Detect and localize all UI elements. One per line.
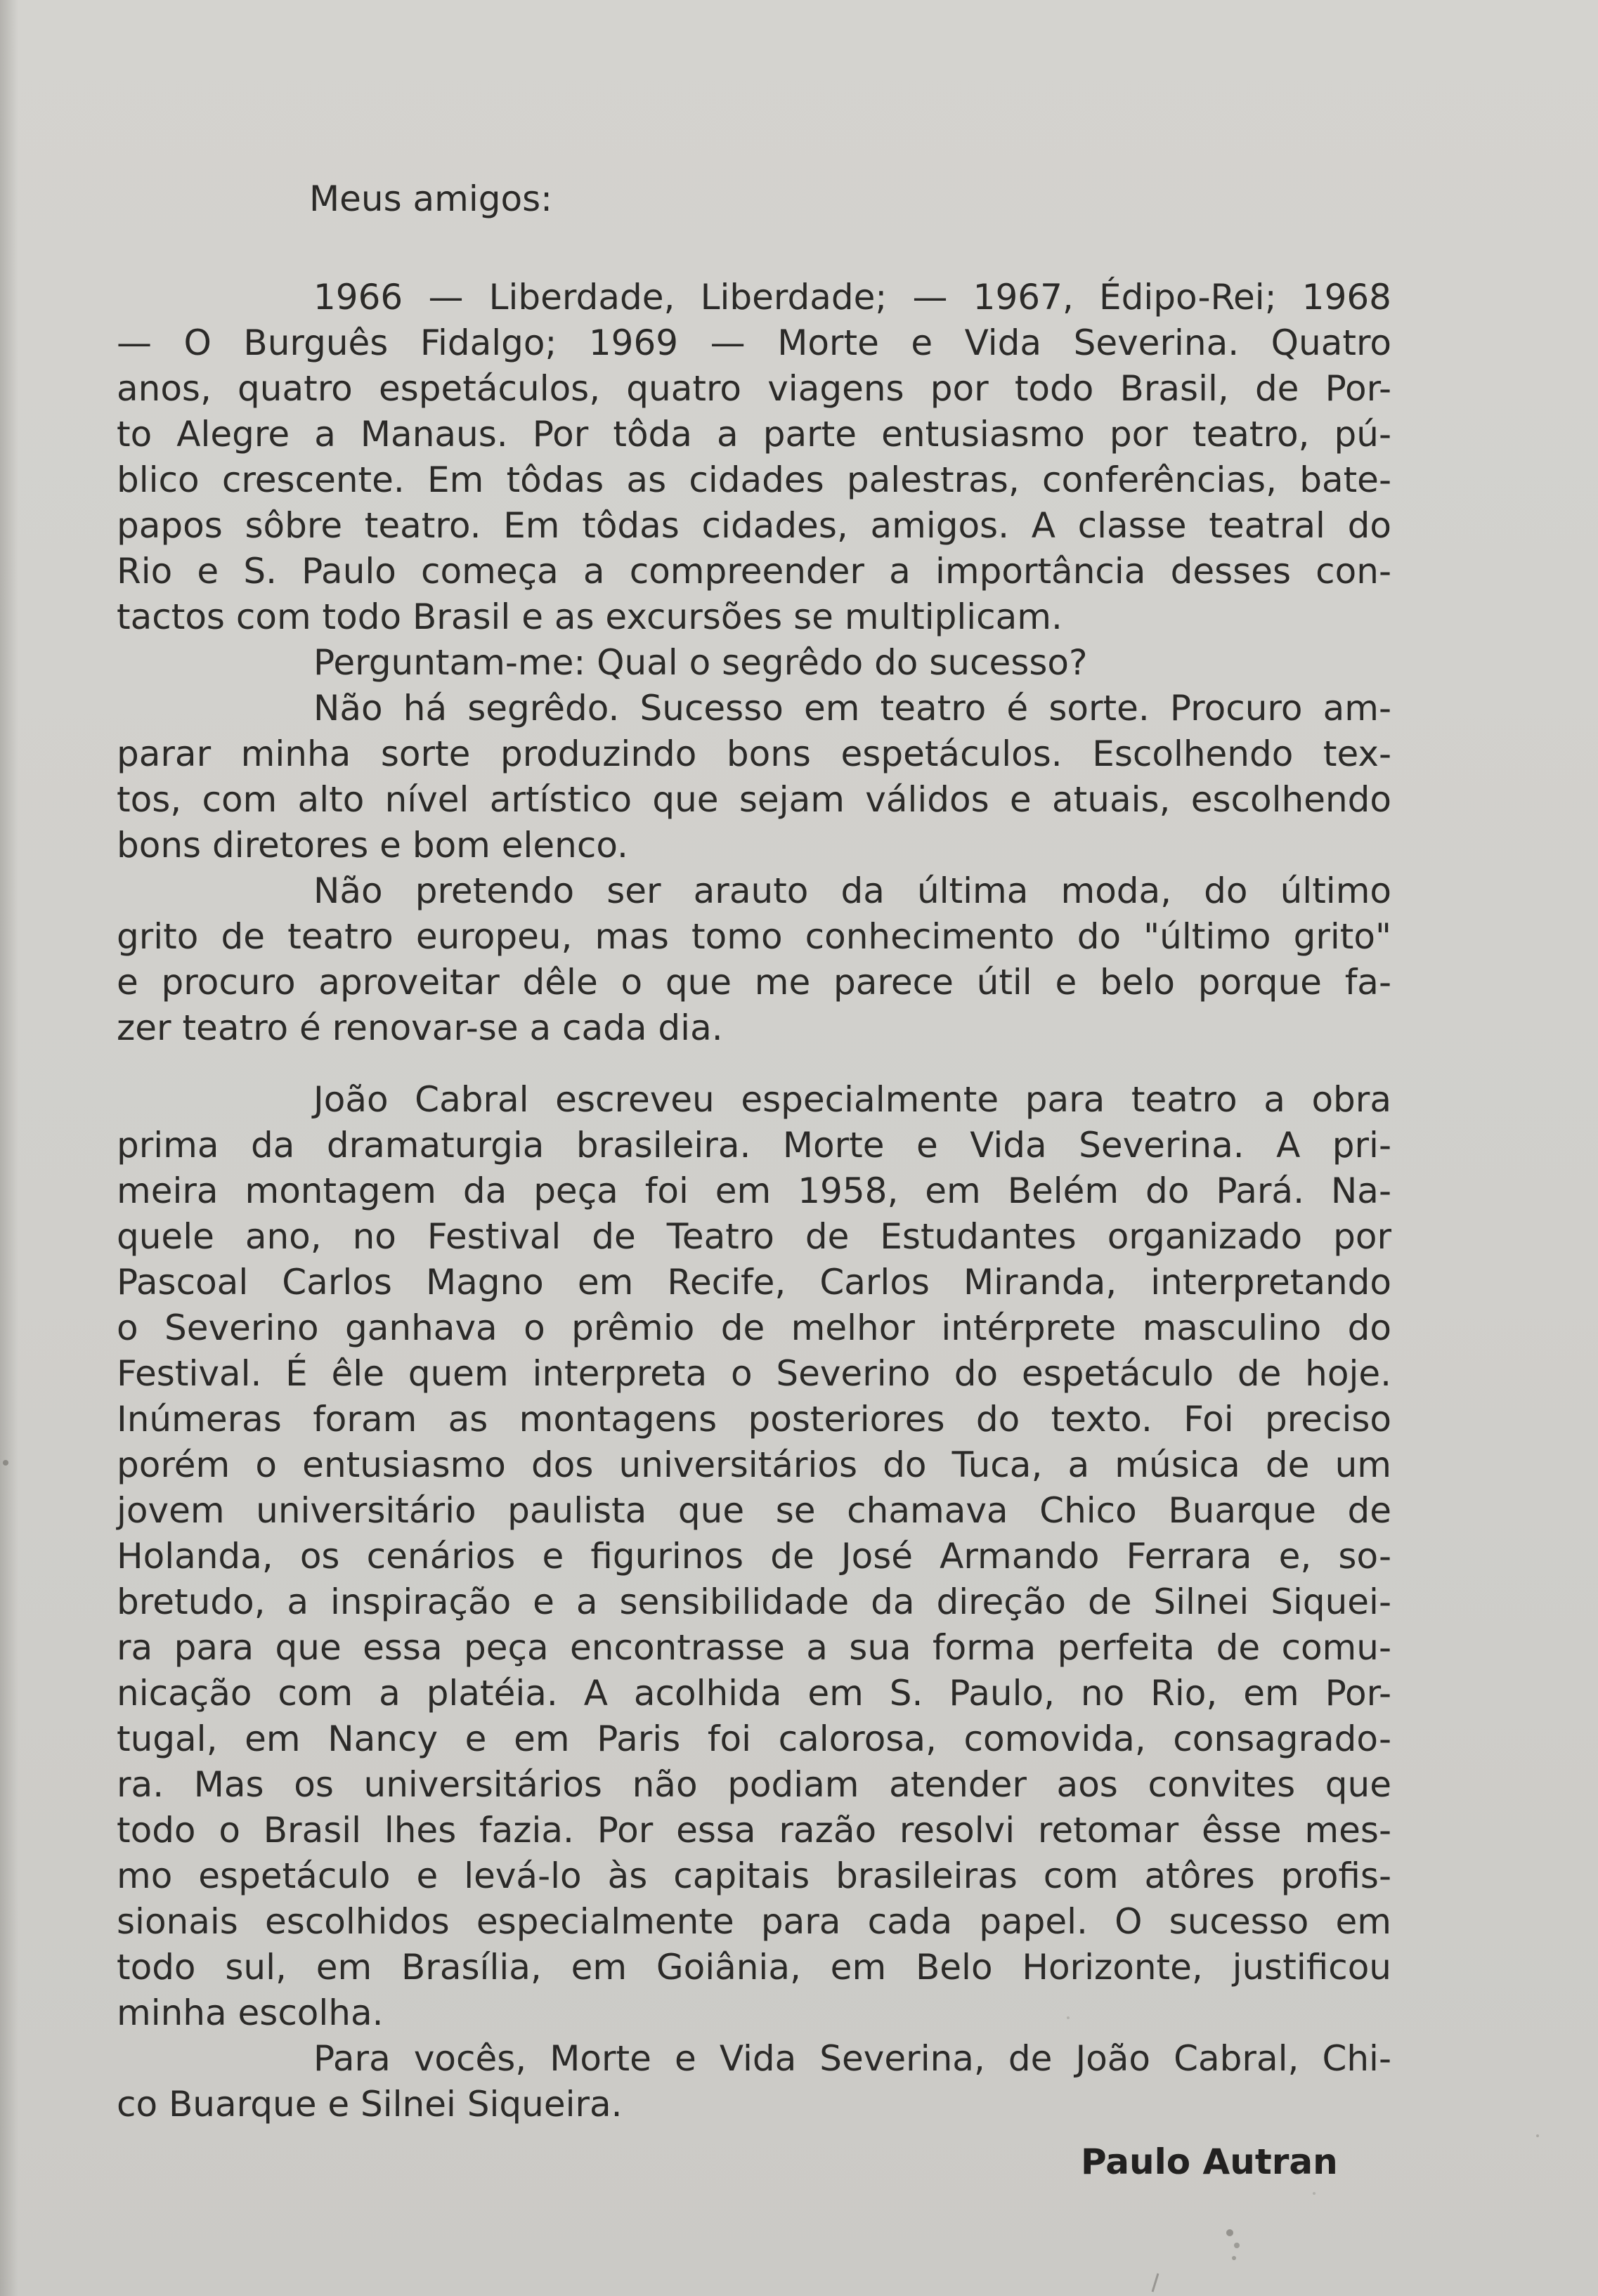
text-line: bretudo, a inspiração e a sensibilidade da direção de Silnei Siquei-	[117, 1581, 1391, 1622]
text-line: todo sul, em Brasília, em Goiânia, em Belo Horizonte, justificou	[117, 1947, 1391, 1988]
text-line: prima da dramaturgia brasileira. Morte e Vida Severina. A pri-	[117, 1125, 1391, 1166]
text-line: tos, com alto nível artístico que sejam válidos e atuais, escolhendo	[117, 779, 1391, 820]
text-line: Pascoal Carlos Magno em Recife, Carlos Miranda, interpretando	[117, 1262, 1391, 1303]
text-line: sionais escolhidos especialmente para cada papel. O sucesso em	[117, 1901, 1391, 1942]
text-line: tugal, em Nancy e em Paris foi calorosa, comovida, consagrado-	[117, 1718, 1391, 1759]
text-line: Perguntam-me: Qual o segrêdo do sucesso?	[313, 642, 1088, 683]
text-line: porém o entusiasmo dos universitários do Tuca, a música de um	[117, 1444, 1391, 1485]
text-line: ra. Mas os universitários não podiam atender aos convites que	[117, 1764, 1391, 1805]
text-line: papos sôbre teatro. Em tôdas cidades, amigos. A classe teatral do	[117, 505, 1391, 546]
text-line: minha escolha.	[117, 1992, 384, 2033]
text-line: Festival. É êle quem interpreta o Severino do espetáculo de hoje.	[117, 1353, 1391, 1394]
greeting: Meus amigos:	[309, 178, 552, 219]
text-line: mo espetáculo e levá-lo às capitais brasileiras com atôres profis-	[117, 1855, 1391, 1896]
signature: Paulo Autran	[1081, 2141, 1338, 2182]
text-line: o Severino ganhava o prêmio de melhor intérprete masculino do	[117, 1307, 1391, 1348]
text-line: Não há segrêdo. Sucesso em teatro é sorte. Procuro am-	[313, 688, 1391, 729]
text-line: grito de teatro europeu, mas tomo conhecimento do "último grito"	[117, 916, 1391, 957]
text-line: — O Burguês Fidalgo; 1969 — Morte e Vida Severina. Quatro	[117, 322, 1391, 363]
text-line: to Alegre a Manaus. Por tôda a parte entusiasmo por teatro, pú-	[117, 414, 1391, 455]
text-line: 1966 — Liberdade, Liberdade; — 1967, Édipo-Rei; 1968	[313, 277, 1391, 318]
text-line: João Cabral escreveu especialmente para teatro a obra	[313, 1079, 1391, 1120]
text-line: bons diretores e bom elenco.	[117, 825, 628, 866]
text-line: parar minha sorte produzindo bons espetáculos. Escolhendo tex-	[117, 733, 1391, 774]
text-line: zer teatro é renovar-se a cada dia.	[117, 1007, 723, 1048]
text-line: todo o Brasil lhes fazia. Por essa razão resolvi retomar êsse mes-	[117, 1810, 1391, 1851]
text-line: Para vocês, Morte e Vida Severina, de João Cabral, Chi-	[313, 2038, 1391, 2079]
text-line: ra para que essa peça encontrasse a sua forma perfeita de comu-	[117, 1627, 1391, 1668]
text-line: quele ano, no Festival de Teatro de Estudantes organizado por	[117, 1216, 1391, 1257]
text-line: co Buarque e Silnei Siqueira.	[117, 2084, 623, 2125]
page-edge-shadow	[0, 0, 18, 2296]
text-line: e procuro aproveitar dêle o que me parece útil e belo porque fa-	[117, 962, 1391, 1003]
text-line: nicação com a platéia. A acolhida em S. Paulo, no Rio, em Por-	[117, 1673, 1391, 1714]
text-line: Não pretendo ser arauto da última moda, do último	[313, 870, 1391, 911]
text-line: jovem universitário paulista que se chamava Chico Buarque de	[117, 1490, 1391, 1531]
text-line: Inúmeras foram as montagens posteriores do texto. Foi preciso	[117, 1399, 1391, 1440]
text-line: anos, quatro espetáculos, quatro viagens por todo Brasil, de Por-	[117, 368, 1391, 409]
text-line: tactos com todo Brasil e as excursões se multiplicam.	[117, 596, 1063, 637]
text-line: Holanda, os cenários e figurinos de José Armando Ferrara e, so-	[117, 1536, 1391, 1577]
text-line: Rio e S. Paulo começa a compreender a importância desses con-	[117, 551, 1391, 592]
text-line: blico crescente. Em tôdas as cidades palestras, conferências, bate-	[117, 459, 1391, 500]
text-line: meira montagem da peça foi em 1958, em Belém do Pará. Na-	[117, 1170, 1391, 1211]
